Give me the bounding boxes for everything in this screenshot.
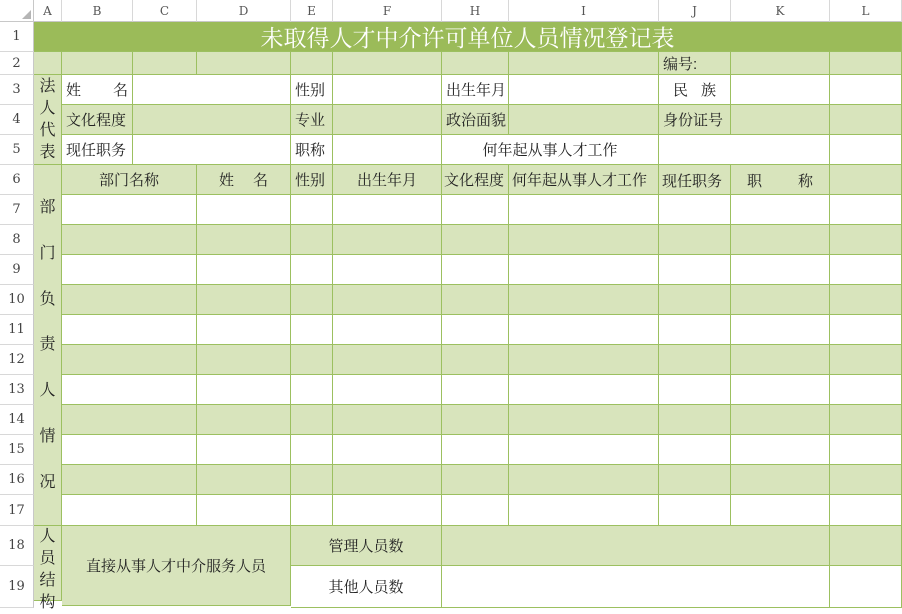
legal-gender-value[interactable] <box>333 75 442 105</box>
dept-side-char: 况 <box>39 473 56 491</box>
serial-label: 编号: <box>663 55 698 73</box>
staff-side-char: 结 <box>39 572 56 589</box>
dept-data-cell[interactable] <box>442 495 509 526</box>
column-header[interactable]: C <box>133 0 197 22</box>
dept-data-cell[interactable] <box>659 465 731 495</box>
dept-data-cell[interactable] <box>291 405 333 435</box>
legal-education-value[interactable] <box>133 105 291 135</box>
dept-col-header-title-char: 称 <box>797 173 813 190</box>
legal-birth-value[interactable] <box>509 75 659 105</box>
dept-col-header-since[interactable] <box>509 165 659 195</box>
legal-political-label-cell[interactable] <box>442 105 509 135</box>
dept-data-cell[interactable] <box>62 495 197 526</box>
row-header[interactable]: 7 <box>0 195 34 225</box>
cell-h2[interactable] <box>442 52 509 75</box>
dept-data-cell[interactable] <box>830 465 902 495</box>
dept-data-cell[interactable] <box>197 315 291 345</box>
dept-data-cell[interactable] <box>509 345 659 375</box>
row-header[interactable]: 18 <box>0 526 34 566</box>
dept-data-cell[interactable] <box>291 495 333 526</box>
dept-col-header-birth[interactable] <box>333 165 442 195</box>
cell-l5[interactable] <box>830 135 902 165</box>
cell-l19[interactable] <box>830 566 902 608</box>
legal-since-label: 何年起从事人才工作 <box>482 142 618 159</box>
dept-data-cell[interactable] <box>197 495 291 526</box>
dept-data-cell[interactable] <box>62 345 197 375</box>
dept-data-cell[interactable] <box>197 195 291 225</box>
legal-side-char: 表 <box>39 143 56 161</box>
dept-data-cell[interactable] <box>509 435 659 465</box>
dept-data-cell[interactable] <box>291 195 333 225</box>
legal-name-value[interactable] <box>133 75 291 105</box>
dept-data-cell[interactable] <box>62 195 197 225</box>
dept-data-cell[interactable] <box>442 195 509 225</box>
dept-data-cell[interactable] <box>731 255 830 285</box>
staff-other-label: 其他人员数 <box>328 579 404 596</box>
dept-col-header-name[interactable] <box>197 165 291 195</box>
dept-data-cell[interactable] <box>333 285 442 315</box>
row-header[interactable]: 5 <box>0 135 34 165</box>
dept-data-cell[interactable] <box>509 465 659 495</box>
dept-data-cell[interactable] <box>442 285 509 315</box>
dept-data-cell[interactable] <box>291 435 333 465</box>
dept-data-cell[interactable] <box>442 465 509 495</box>
dept-data-cell[interactable] <box>509 255 659 285</box>
column-header[interactable]: H <box>442 0 509 22</box>
staff-mgmt-label-cell[interactable] <box>291 526 442 566</box>
dept-data-cell[interactable] <box>659 495 731 526</box>
row-header[interactable]: 17 <box>0 495 34 526</box>
legal-name-label-cell[interactable] <box>62 75 133 105</box>
dept-data-cell[interactable] <box>731 195 830 225</box>
cell-b2[interactable] <box>62 52 133 75</box>
dept-data-cell[interactable] <box>509 495 659 526</box>
dept-col-header-dept-name-text: 部门名称 <box>98 172 159 189</box>
dept-data-cell[interactable] <box>291 345 333 375</box>
column-header[interactable]: E <box>291 0 333 22</box>
dept-data-cell[interactable] <box>659 255 731 285</box>
dept-data-cell[interactable] <box>659 195 731 225</box>
legal-side-char: 法 <box>39 77 56 95</box>
staff-mgmt-label: 管理人员数 <box>328 538 404 555</box>
dept-data-cell[interactable] <box>830 405 902 435</box>
dept-data-cell[interactable] <box>333 225 442 255</box>
legal-id-label-cell[interactable] <box>659 105 731 135</box>
dept-data-cell[interactable] <box>62 285 197 315</box>
dept-data-cell[interactable] <box>659 345 731 375</box>
legal-rep-side-label[interactable] <box>34 75 62 165</box>
dept-data-cell[interactable] <box>659 375 731 405</box>
dept-data-cell[interactable] <box>731 465 830 495</box>
legal-name-label-char: 姓 <box>66 82 82 99</box>
column-header[interactable]: F <box>333 0 442 22</box>
staff-side-char: 员 <box>39 550 56 567</box>
staff-side-char: 人 <box>39 528 56 545</box>
dept-data-cell[interactable] <box>659 405 731 435</box>
dept-side-char: 部 <box>39 199 56 217</box>
legal-position-value[interactable] <box>133 135 291 165</box>
dept-data-cell[interactable] <box>509 225 659 255</box>
legal-id-value[interactable] <box>731 105 830 135</box>
dept-head-side-label[interactable] <box>34 165 62 526</box>
select-all-corner[interactable] <box>0 0 34 22</box>
dept-col-header-title[interactable] <box>731 165 830 195</box>
dept-data-cell[interactable] <box>442 315 509 345</box>
legal-title-label-cell[interactable] <box>291 135 333 165</box>
legal-ethnicity-value[interactable] <box>731 75 830 105</box>
dept-data-cell[interactable] <box>731 405 830 435</box>
sheet-title-text: 未取得人才中介许可单位人员情况登记表 <box>260 25 675 51</box>
legal-position-label: 现任职务 <box>66 142 127 159</box>
dept-data-cell[interactable] <box>731 495 830 526</box>
dept-col-header-gender-text: 性别 <box>295 172 326 189</box>
dept-data-cell[interactable] <box>830 315 902 345</box>
cell-l6[interactable] <box>830 165 902 195</box>
dept-col-header-name-char: 姓 <box>219 172 235 189</box>
dept-data-cell[interactable] <box>509 375 659 405</box>
row-header[interactable]: 2 <box>0 52 34 75</box>
row-header[interactable]: 6 <box>0 165 34 195</box>
cell-d2[interactable] <box>197 52 291 75</box>
dept-data-cell[interactable] <box>197 345 291 375</box>
dept-col-header-dept-name[interactable] <box>62 165 197 195</box>
dept-data-cell[interactable] <box>731 225 830 255</box>
dept-data-cell[interactable] <box>291 225 333 255</box>
dept-col-header-title-char: 职 <box>747 173 763 190</box>
legal-name-label-char: 名 <box>112 82 128 99</box>
dept-side-char: 门 <box>39 245 56 263</box>
dept-col-header-position-text: 现任职务 <box>662 173 723 190</box>
cell-e2[interactable] <box>291 52 333 75</box>
sheet-title[interactable] <box>34 22 902 52</box>
dept-data-cell[interactable] <box>830 195 902 225</box>
dept-data-cell[interactable] <box>830 345 902 375</box>
legal-major-label: 专业 <box>295 112 326 129</box>
dept-data-cell[interactable] <box>509 405 659 435</box>
dept-data-cell[interactable] <box>62 225 197 255</box>
dept-side-char: 责 <box>39 336 56 354</box>
dept-col-header-education[interactable] <box>442 165 509 195</box>
row-header[interactable]: 3 <box>0 75 34 105</box>
dept-data-cell[interactable] <box>62 435 197 465</box>
dept-data-cell[interactable] <box>197 255 291 285</box>
dept-data-cell[interactable] <box>291 285 333 315</box>
legal-title-value[interactable] <box>333 135 442 165</box>
cell-a2[interactable] <box>34 52 62 75</box>
dept-data-cell[interactable] <box>442 375 509 405</box>
dept-data-cell[interactable] <box>731 375 830 405</box>
row-header[interactable]: 19 <box>0 566 34 608</box>
legal-gender-label-cell[interactable] <box>291 75 333 105</box>
legal-side-char: 人 <box>39 99 56 117</box>
cell-k2[interactable] <box>731 52 830 75</box>
serial-label-cell[interactable] <box>659 52 731 75</box>
dept-data-cell[interactable] <box>333 405 442 435</box>
dept-data-cell[interactable] <box>333 195 442 225</box>
dept-data-cell[interactable] <box>830 285 902 315</box>
staff-structure-side-label[interactable] <box>34 526 62 611</box>
legal-position-label-cell[interactable] <box>62 135 133 165</box>
staff-side-char: 构 <box>39 594 56 611</box>
dept-data-cell[interactable] <box>62 255 197 285</box>
dept-data-cell[interactable] <box>731 435 830 465</box>
dept-data-cell[interactable] <box>197 225 291 255</box>
dept-data-cell[interactable] <box>291 315 333 345</box>
dept-data-cell[interactable] <box>442 405 509 435</box>
dept-data-cell[interactable] <box>197 375 291 405</box>
dept-data-cell[interactable] <box>333 315 442 345</box>
dept-col-header-position[interactable] <box>659 165 731 195</box>
dept-data-cell[interactable] <box>442 435 509 465</box>
dept-data-cell[interactable] <box>62 405 197 435</box>
dept-col-header-birth-text: 出生年月 <box>356 172 417 189</box>
legal-id-label: 身份证号 <box>663 112 724 129</box>
dept-col-header-since-text: 何年起从事人才工作 <box>512 172 648 189</box>
dept-data-cell[interactable] <box>830 225 902 255</box>
staff-mgmt-value[interactable] <box>442 526 830 566</box>
legal-major-label-cell[interactable] <box>291 105 333 135</box>
dept-data-cell[interactable] <box>197 285 291 315</box>
column-header[interactable]: L <box>830 0 902 22</box>
staff-direct-label: 直接从事人才中介服务人员 <box>85 558 266 575</box>
cell-l18[interactable] <box>830 526 902 566</box>
dept-data-cell[interactable] <box>333 375 442 405</box>
legal-political-label: 政治面貌 <box>446 112 507 129</box>
dept-data-cell[interactable] <box>333 435 442 465</box>
staff-direct-label-cell[interactable] <box>62 526 291 606</box>
dept-data-cell[interactable] <box>659 435 731 465</box>
dept-data-cell[interactable] <box>62 465 197 495</box>
dept-data-cell[interactable] <box>291 465 333 495</box>
column-header[interactable]: K <box>731 0 830 22</box>
cell-f2[interactable] <box>333 52 442 75</box>
dept-side-char: 人 <box>39 382 56 400</box>
dept-col-header-name-char: 名 <box>252 172 268 189</box>
row-header[interactable]: 16 <box>0 465 34 495</box>
dept-data-cell[interactable] <box>659 225 731 255</box>
cell-c2[interactable] <box>133 52 197 75</box>
dept-data-cell[interactable] <box>291 375 333 405</box>
column-header[interactable]: I <box>509 0 659 22</box>
dept-data-cell[interactable] <box>442 345 509 375</box>
legal-since-label-cell[interactable] <box>442 135 659 165</box>
row-header[interactable]: 11 <box>0 315 34 345</box>
legal-title-label: 职称 <box>295 142 326 159</box>
legal-side-char: 代 <box>39 121 56 139</box>
dept-data-cell[interactable] <box>197 435 291 465</box>
row-header[interactable]: 4 <box>0 105 34 135</box>
cell-l3[interactable] <box>830 75 902 105</box>
row-header[interactable]: 1 <box>0 22 34 52</box>
legal-ethnicity-label-cell[interactable] <box>659 75 731 105</box>
dept-data-cell[interactable] <box>333 345 442 375</box>
dept-side-char: 负 <box>39 290 56 308</box>
legal-birth-label: 出生年月 <box>446 82 507 99</box>
dept-data-cell[interactable] <box>291 255 333 285</box>
dept-data-cell[interactable] <box>62 375 197 405</box>
dept-data-cell[interactable] <box>62 315 197 345</box>
legal-gender-label: 性别 <box>295 82 326 99</box>
dept-data-cell[interactable] <box>509 315 659 345</box>
dept-data-cell[interactable] <box>830 435 902 465</box>
cell-i2[interactable] <box>509 52 659 75</box>
dept-data-cell[interactable] <box>333 465 442 495</box>
dept-data-cell[interactable] <box>731 285 830 315</box>
row-header[interactable]: 8 <box>0 225 34 255</box>
dept-side-char: 情 <box>39 427 56 445</box>
row-header[interactable]: 12 <box>0 345 34 375</box>
legal-political-value[interactable] <box>509 105 659 135</box>
legal-education-label: 文化程度 <box>66 112 127 129</box>
dept-data-cell[interactable] <box>509 285 659 315</box>
row-header[interactable]: 10 <box>0 285 34 315</box>
dept-data-cell[interactable] <box>509 195 659 225</box>
dept-data-cell[interactable] <box>659 285 731 315</box>
dept-data-cell[interactable] <box>830 255 902 285</box>
legal-major-value[interactable] <box>333 105 442 135</box>
dept-data-cell[interactable] <box>442 255 509 285</box>
staff-other-label-cell[interactable] <box>291 566 442 608</box>
dept-col-header-education-text: 文化程度 <box>444 172 505 189</box>
legal-education-label-cell[interactable] <box>62 105 133 135</box>
dept-col-header-gender[interactable] <box>291 165 333 195</box>
column-header[interactable]: J <box>659 0 731 22</box>
dept-data-cell[interactable] <box>830 375 902 405</box>
dept-data-cell[interactable] <box>442 225 509 255</box>
dept-data-cell[interactable] <box>333 495 442 526</box>
row-header[interactable]: 14 <box>0 405 34 435</box>
dept-data-cell[interactable] <box>830 495 902 526</box>
dept-data-cell[interactable] <box>333 255 442 285</box>
row-header[interactable]: 13 <box>0 375 34 405</box>
column-header[interactable]: B <box>62 0 133 22</box>
legal-birth-label-cell[interactable] <box>442 75 509 105</box>
legal-ethnicity-label-char: 族 <box>700 82 716 99</box>
row-header[interactable]: 15 <box>0 435 34 465</box>
cell-l2[interactable] <box>830 52 902 75</box>
legal-since-value[interactable] <box>659 135 830 165</box>
column-header[interactable]: D <box>197 0 291 22</box>
legal-ethnicity-label-char: 民 <box>673 82 689 99</box>
dept-data-cell[interactable] <box>197 465 291 495</box>
staff-other-value[interactable] <box>442 566 830 608</box>
row-header[interactable]: 9 <box>0 255 34 285</box>
column-header[interactable]: A <box>34 0 62 22</box>
dept-data-cell[interactable] <box>659 315 731 345</box>
dept-data-cell[interactable] <box>731 345 830 375</box>
dept-data-cell[interactable] <box>731 315 830 345</box>
cell-l4[interactable] <box>830 105 902 135</box>
dept-data-cell[interactable] <box>197 405 291 435</box>
